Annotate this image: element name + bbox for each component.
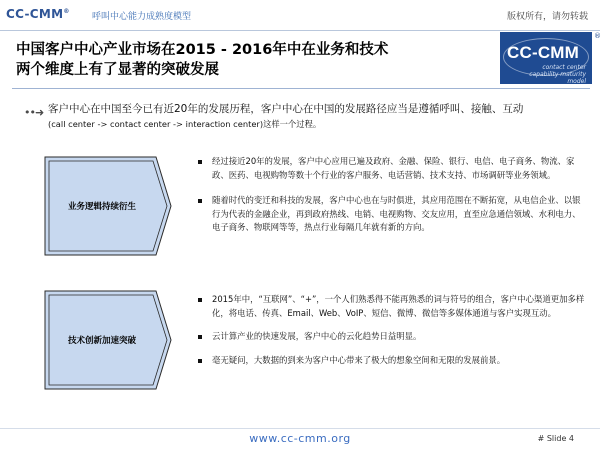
list-item: 经过接近20年的发展，客户中心应用已遍及政府、金融、保险、银行、电信、电子商务、物流、家政、医药、电视购物等数十个行业的客户服务、电话营销、技术支持、市场调研等业务领域。 (196, 155, 586, 182)
copyright-notice: 版权所有，请勿转载 (506, 12, 588, 22)
bullet-list-business (196, 155, 586, 235)
brand-name: CC-CMM® (6, 7, 70, 21)
list-item: 云计算产业的快速发展，客户中心的云化趋势日益明显。 (196, 330, 586, 344)
section-label-text: 业务逻辑持续衍生 (67, 202, 136, 212)
intro-paragraph (48, 102, 588, 132)
list-item: 毫无疑问，大数据的到来为客户中心带来了极大的想象空间和无限的发展前景。 (196, 354, 586, 368)
bullet-list-technology (196, 293, 586, 367)
logo-wordmark: CC-CMM (507, 43, 580, 62)
intro-line-2: (call center -> contact center -> interaction center)这样一个过程。 (48, 119, 322, 129)
dotted-arrow-icon: ••➜ (24, 106, 44, 119)
header-divider (0, 30, 600, 31)
slide-title-line-1: 中国客户中心产业市场在2015 - 2016年中在业务和技术 (16, 42, 389, 58)
slide-title-line-2: 两个维度上有了显著的突破发展 (16, 62, 219, 78)
intro-line-1: 客户中心在中国至今已有近20年的发展历程，客户中心在中国的发展路径应当是遵循呼叫、接触、互动 (48, 103, 524, 115)
title-divider (12, 88, 590, 89)
list-item: 随着时代的变迁和科技的发展，客户中心也在与时俱进，其应用范围在不断拓宽，从电信企业、以银行为代表的金融企业，再到政府热线、电销、电视购物、交友应用，直至应急通信领域、水利电力、电子商务、物联网等等，热点行业每隔几年就有新的方向。 (196, 194, 586, 235)
section-label-technology (44, 290, 172, 390)
footer-divider (0, 428, 600, 429)
logo-tagline: contact center capability maturity model (529, 64, 586, 85)
cc-cmm-logo (500, 32, 592, 84)
footer-url-link[interactable]: www.cc-cmm.org (249, 432, 351, 445)
logo-registered-mark: ® (594, 32, 601, 40)
brand-subtitle: 呼叫中心能力成熟度模型 (92, 12, 192, 22)
slide-number: # Slide 4 (537, 434, 574, 443)
section-label-business (44, 156, 172, 256)
slide-title (16, 40, 476, 80)
section-label-text: 技术创新加速突破 (67, 336, 136, 346)
list-item: 2015年中，“互联网”、“+”，一个人们熟悉得不能再熟悉的词与符号的组合，客户中心渠道更加多样化，将电话、传真、Email、Web、VoIP、短信、微博、微信等多媒体通道与客户实现互动。 (196, 293, 586, 320)
